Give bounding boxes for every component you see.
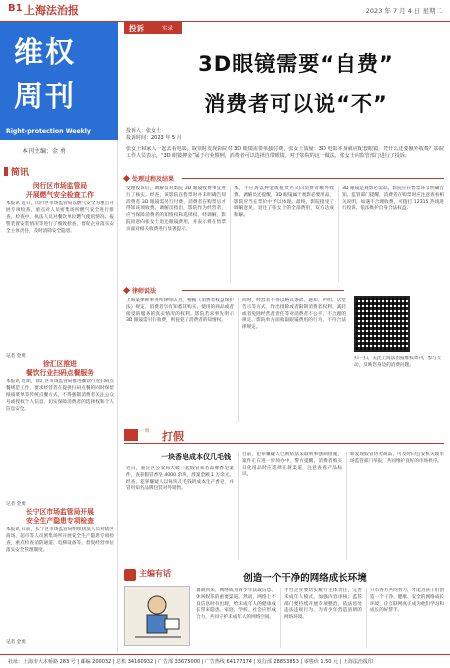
sidebar [0,22,118,652]
law-column-2: 同时，经营者不得以格式条款、通知、声明、店堂告示等方式，作出排除或者限制消费者权利、减轻或者免除经营者责任等对消费者不公平、不合理的规定。影院单方面收取眼镜费用的行为，不符合法律规定。 [242,298,346,331]
brief-text: 本报讯 日前，长宁区市场监管局组织执法人员对辖区商场、超市等人员密集场所开展安全生产隐患专项检查，重点检查消防通道、电梯设备等，督促经营单位落实安全管理制度。 [6,527,114,553]
diamond-icon [123,175,130,182]
section-divider [182,290,344,291]
process-column-2: 本，不应再以押金或租赁名义向消费者额外收费。调解员还提醒，3D 眼镜属于观影必要用品，影院应当在票价中予以体现。最终，影院接受了调解意见，退还了张女士的全部费用，双方达成和解。 [234,186,334,219]
column-divider [338,186,339,282]
hammer-icon [124,429,138,441]
issue-date: 2023 年 7 月 4 日 星期二 [365,7,442,15]
column-divider [238,298,239,422]
main-headline-line2: 消费者可以说“不” [204,92,388,116]
anti-fake-tag-small: 一周 [140,429,149,434]
page-number: B1 [8,3,23,14]
article-byline: 投诉人：张女士 投诉时间：2023 年 5 月 [126,128,182,141]
brief-text: 本报讯 近日，闵行区市场监管局以燃气安全为重点开展专项检查，重点对人员密集场所燃气安全进行排查。检查中，执法人员对餐饮单位燃气使用情况、报警装置安装情况等进行了细致检查，督促企业落实安全主体责任，及时消除安全隐患。 [6,201,114,234]
anti-fake-headline: 一块香皂成本仅几毛钱 [161,453,231,461]
law-column-1: 上海某律师事务所律师认为，根据《消费者权益保护法》规定，消费者享有知悉其购买、使用的商品或者接受的服务的真实情况的权利。影院若未事先明示 3D 眼镜需另行收费，则侵犯了消费者的知情权。 [126,298,234,324]
anti-fake-tag-label: 打假 [162,430,184,443]
column-divider [238,452,239,560]
complaint-tag-label: 投诉 [129,24,144,33]
cartoon-figure-icon [125,587,189,645]
qr-code[interactable] [354,296,410,352]
diamond-icon [123,287,130,294]
pen-icon [124,569,136,581]
column-divider [230,186,231,282]
brief-tag-bar [4,167,8,176]
brief-item [6,360,114,507]
law-section-label: 律师说法 [132,288,157,295]
editor-credit: 本刊主编：金 勇 [22,148,66,155]
brief-reporter: 记者 金勇 [6,640,26,645]
complaint-tag-sub: 实录 [162,26,174,32]
anti-fake-column-2: 目前，犯罪嫌疑人已被依法采取刑事强制措施，案件正在进一步侦办中。警方提醒，消费者购买日化用品时应选择正规渠道，注意查看产品标识。 [242,452,342,478]
page-footer [0,654,450,668]
weekly-title-line1: 维权 [14,35,77,69]
complaint-section-tag [124,22,182,34]
column-divider [280,588,281,648]
brief-headline: 徐汇区推进 餐饮行业扫码点餐服务 [26,360,94,377]
weekly-banner [0,22,118,140]
comment-column-3: 只有各方共同努力，才能为孩子们创造一个干净、健康、安全的网络成长环境，让互联网真正成为他们学习和成长的好帮手。 [370,588,444,614]
process-column-3: 3D 眼镜是观影必需品，影院应在售票环节明确告知。监管部门提醒，消费者在购票时应注意查看相关说明，如遇不合理收费，可拨打 12315 热线进行投诉，依法维护自身合法权益。 [342,186,444,212]
article-intro: 张女士和家人一起去看电影，取票时发现影院对 3D 眼镜需要单独付费，张女士质疑：3D 电影本身就应配套眼镜，凭什么还要额外收费？影院工作人员表示，“3D 眼镜押金”属于行业惯例，消费者可以选择自带眼镜。对于影院的这一做法，张女士向监管部门进行了投诉。 [126,146,444,159]
footer-info: 社址：上海市大木桥路 283 号 | 邮编 200032 | 总机 34160932 | 广告部 33675000 | 广告热线 64177374 | 发行部 28853853 | 零售价 1.50 元 | 上海法治报印 [8,659,373,665]
qr-caption: 扫一扫，关注上海法治报维权周刊，参与互动，反映您身边的消费问题。 [354,356,442,368]
process-section-label: 处理过程及结果 [132,176,175,183]
brief-section-tag [4,164,44,178]
cartoon-illustration [124,586,190,646]
brief-text: 本报讯 近期，徐汇区市场监管局推进餐饮行业扫码点餐规范工作，要求经营者在提供扫码点餐的同时保留纸质菜单等传统点餐方式，不得强制消费者关注公众号或授权个人信息，切实保障消费者的选择权和个人信息安全。 [6,379,114,412]
section-divider [124,443,444,444]
comment-section-tag [124,568,204,582]
brief-headline: 长宁区市场监管局开展 安全生产隐患专项检查 [26,508,94,525]
law-section-bar [124,286,344,295]
anti-fake-column-3: 如发现假冒伪劣商品，可及时向公安机关或市场监管部门举报，共同维护良好的市场秩序。 [350,452,444,464]
process-column-1: 受理投诉后，调解员对影院 3D 眼镜收费事宜进行了核实。经查，该影院在售票时并未明确告知消费者 3D 眼镜需另行付费，消费者在购票后才得知该项收费。调解员指出，影院作为经营者，应当保障消费者的知情权和选择权。经调解，影院同意向张女士退还眼镜费用，并表示将在售票页面对相关收费进行显著提示。 [126,186,226,232]
weekly-title-line2: 周刊 [14,79,77,113]
newspaper-masthead: 上海法治报 [24,4,79,17]
brief-tag-label: 简讯 [11,168,30,178]
brief-headline: 闵行区市场监管局 开展燃气安全检查工作 [26,182,94,199]
comment-headline: 创造一个干净的网络成长环境 [243,573,367,584]
column-divider [366,588,367,648]
main-headline-line1: 3D眼镜需要“自费” [198,52,394,76]
page-header [0,0,450,22]
section-divider [182,178,444,179]
brief-item [6,182,114,359]
comment-column-1: 暑期到来，网络成为青少年获取信息、休闲娱乐的重要渠道。然而，网络上不良信息时有出现，给未成年人的健康成长带来隐患。家庭、学校、社会应形成合力，共同守护未成年人的网络空间。 [196,588,276,621]
comment-tag-label: 主编有话 [139,569,171,578]
weekly-english-title: Right-protection Weekly [6,128,91,135]
brief-reporter: 记者 金勇 [6,502,26,507]
anti-fake-section-tag [124,428,204,442]
brief-reporter: 记者 金勇 [6,354,26,359]
comment-column-2: 平台企业要切实履行主体责任，完善未成年人模式，加强内容审核；监管部门要持续开展专项整治，依法惩处违法违规行为，为青少年营造清朗的网络环境。 [284,588,362,621]
anti-fake-column-1: 近日，嘉定区公安局大破一起假冒知名品牌香皂案件，查获假冒香皂 4000 余块，涉案金额 1 万余元。经查，犯罪嫌疑人以每块几毛钱的成本生产香皂，并冒用知名品牌包装对外销售。 [126,466,234,492]
brief-item [6,508,114,645]
column-divider [346,452,347,560]
process-section-bar [124,174,444,183]
